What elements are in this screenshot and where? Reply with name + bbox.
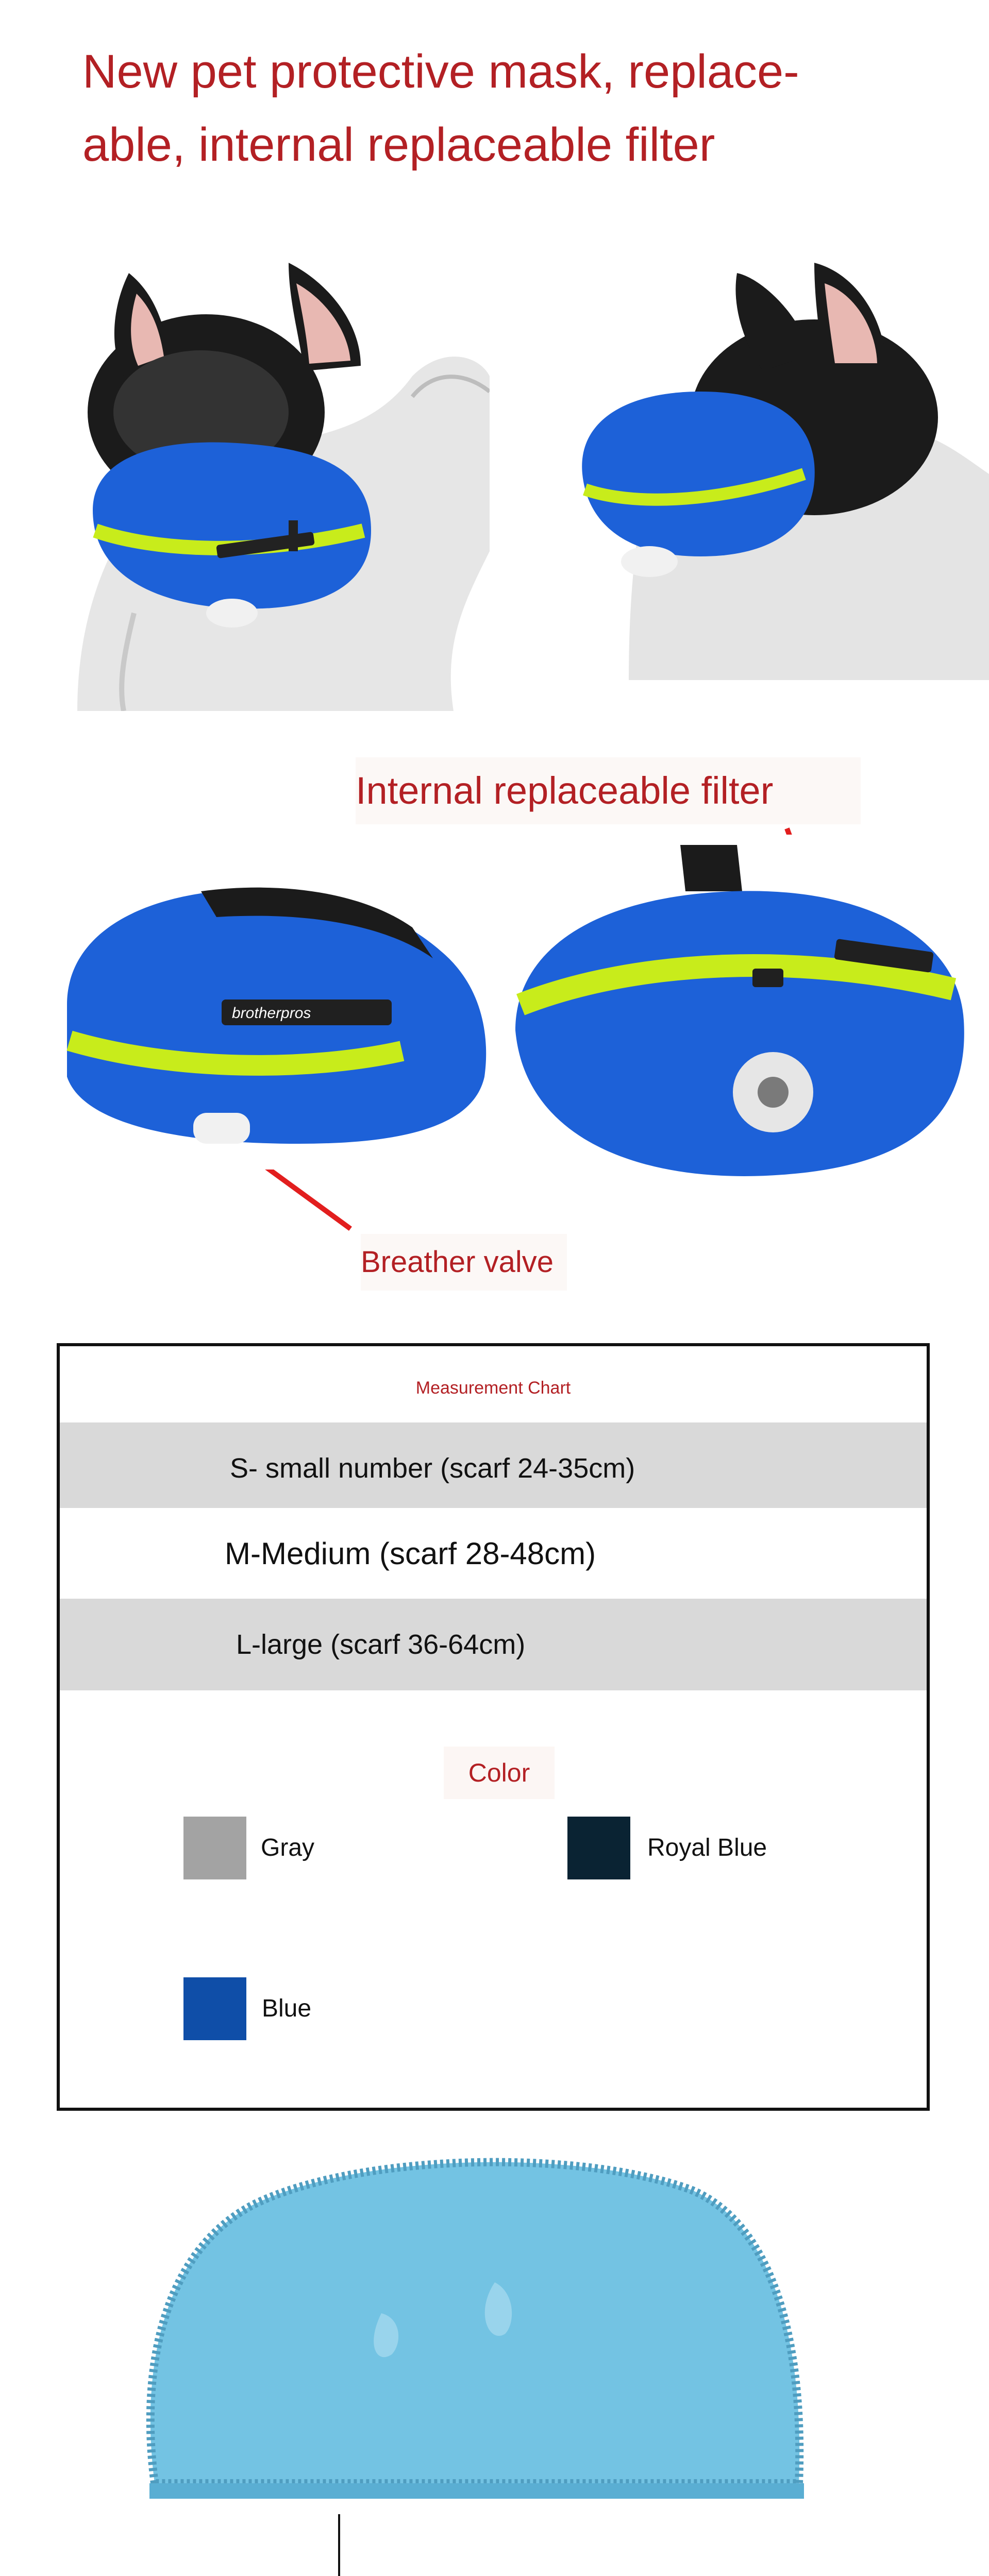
dog-front-photo — [0, 242, 490, 711]
valve-callout-label: Breather valve — [361, 1234, 567, 1291]
measurement-chart — [57, 1343, 930, 2111]
size-row-label: L-large (scarf 36-64cm) — [236, 1629, 526, 1660]
mask-right-photo — [495, 835, 989, 1195]
swatch-blue — [183, 1977, 246, 2040]
size-row-small — [60, 1422, 927, 1514]
title-line-2: able, internal replaceable filter — [82, 118, 715, 171]
size-row-large — [60, 1599, 927, 1690]
swatch-royal-blue — [567, 1817, 630, 1879]
filter-pad-photo — [134, 2148, 819, 2509]
svg-text:brotherpros: brotherpros — [232, 1005, 311, 1022]
mask-left-photo — [21, 835, 495, 1170]
size-row-label: S- small number (scarf 24-35cm) — [230, 1453, 635, 1484]
dog-side-photo — [495, 185, 989, 680]
size-row-medium — [60, 1508, 927, 1600]
measurement-chart-title: Measurement Chart — [415, 1378, 571, 1398]
filter-callout-label: Internal replaceable filter — [356, 757, 861, 824]
filter-pad-connector — [338, 2514, 340, 2576]
swatch-gray — [183, 1817, 246, 1879]
swatch-gray-label: Gray — [261, 1834, 315, 1861]
swatch-blue-label: Blue — [262, 1995, 312, 2022]
title-line-1: New pet protective mask, replace- — [82, 45, 799, 98]
swatch-royal-blue-label: Royal Blue — [647, 1834, 767, 1861]
color-heading: Color — [444, 1747, 555, 1799]
page-title — [82, 35, 907, 181]
size-row-label: M-Medium (scarf 28-48cm) — [225, 1536, 596, 1571]
